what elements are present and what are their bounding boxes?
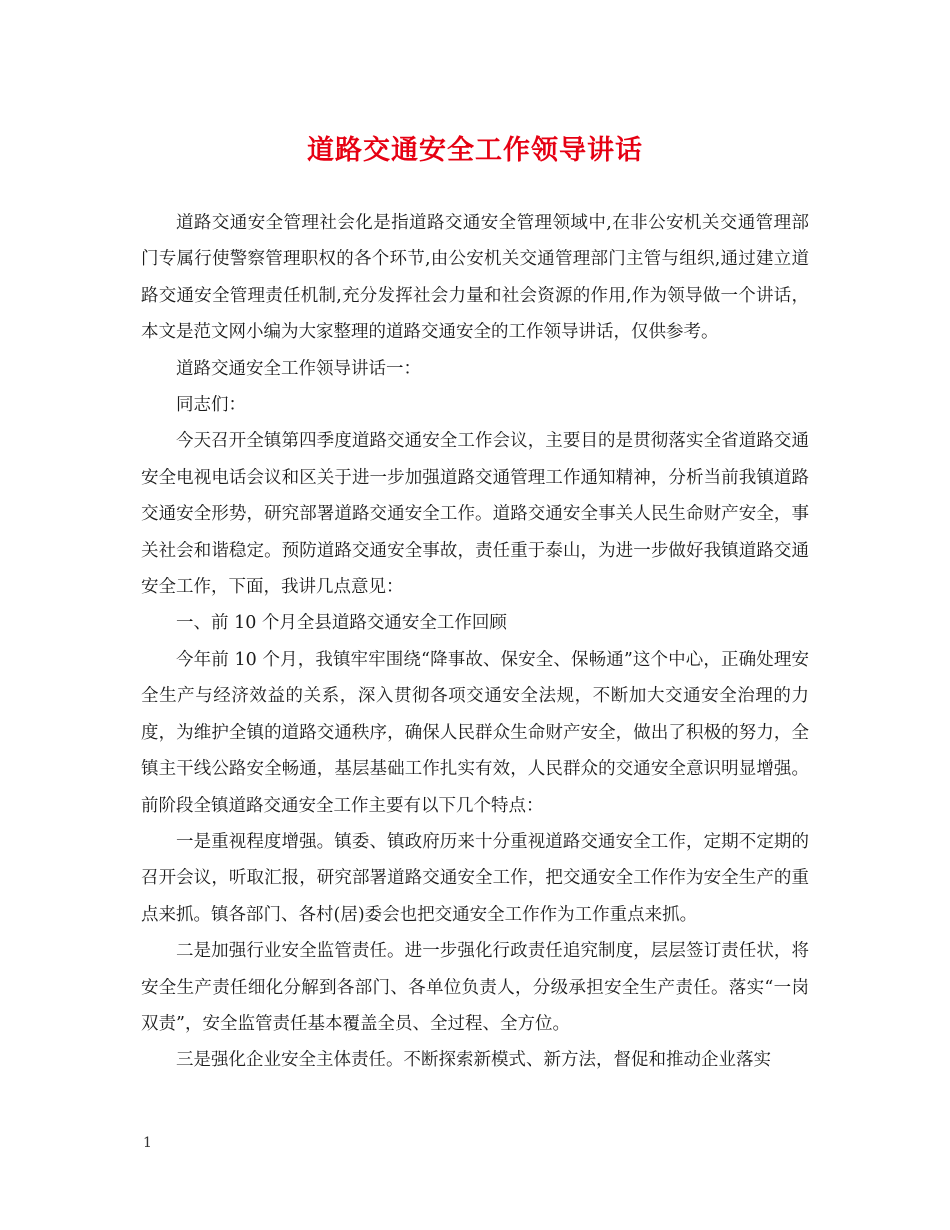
- section-heading-review: 一、前 10 个月全县道路交通安全工作回顾: [176, 613, 507, 634]
- paragraph-intro: 道路交通安全管理社会化是指道路交通安全管理领域中,在非公安机关交通管理部门专属行使警察管理职权的各个环节,由公安机关交通管理部门主管与组织,通过建立道路交通安全管理责任机制,充分发挥社会力量和社会资源的作用,作为领导做一个讲话，本文是范文网小编为大家整理的道路交通安全的工作领导讲话，仅供参考。: [141, 213, 809, 343]
- paragraph-speech-heading: 道路交通安全工作领导讲话一：: [176, 358, 421, 379]
- paragraph-point-one: 一是重视程度增强。镇委、镇政府历来十分重视道路交通安全工作，定期不定期的召开会议，听取汇报，研究部署道路交通安全工作，把交通安全工作作为安全生产的重点来抓。镇各部门、各村(居)委会也把交通安全工作作为工作重点来抓。: [141, 831, 809, 925]
- document-body: [141, 205, 809, 1079]
- paragraph-meeting-purpose: 今天召开全镇第四季度道路交通安全工作会议，主要目的是贯彻落实全省道路交通安全电视电话会议和区关于进一步加强道路交通管理工作通知精神，分析当前我镇道路交通安全形势，研究部署道路交通安全工作。道路交通安全事关人民生命财产安全，事关社会和谐稳定。预防道路交通安全事故，责任重于泰山，为进一步做好我镇道路交通安全工作，下面，我讲几点意见：: [141, 431, 809, 598]
- paragraph-point-three: 三是强化企业安全主体责任。不断探索新模式、新方法，督促和推动企业落实: [176, 1050, 771, 1071]
- paragraph-salutation: 同志们：: [176, 395, 246, 416]
- paragraph-review: 今年前 10 个月，我镇牢牢围绕“降事故、保安全、保畅通”这个中心，正确处理安全生产与经济效益的关系，深入贯彻各项交通安全法规，不断加大交通安全治理的力度，为维护全镇的道路交通秩序，确保人民群众生命财产安全，做出了积极的努力，全镇主干线公路安全畅通，基层基础工作扎实有效，人民群众的交通安全意识明显增强。前阶段全镇道路交通安全工作主要有以下几个特点：: [141, 649, 809, 816]
- document-title: 道路交通安全工作领导讲话: [307, 135, 643, 166]
- page-number: 1: [143, 1135, 152, 1151]
- paragraph-point-two: 二是加强行业安全监管责任。进一步强化行政责任追究制度，层层签订责任状，将安全生产责任细化分解到各部门、各单位负责人，分级承担安全生产责任。落实“一岗双责”，安全监管责任基本覆盖全员、全过程、全方位。: [141, 941, 809, 1034]
